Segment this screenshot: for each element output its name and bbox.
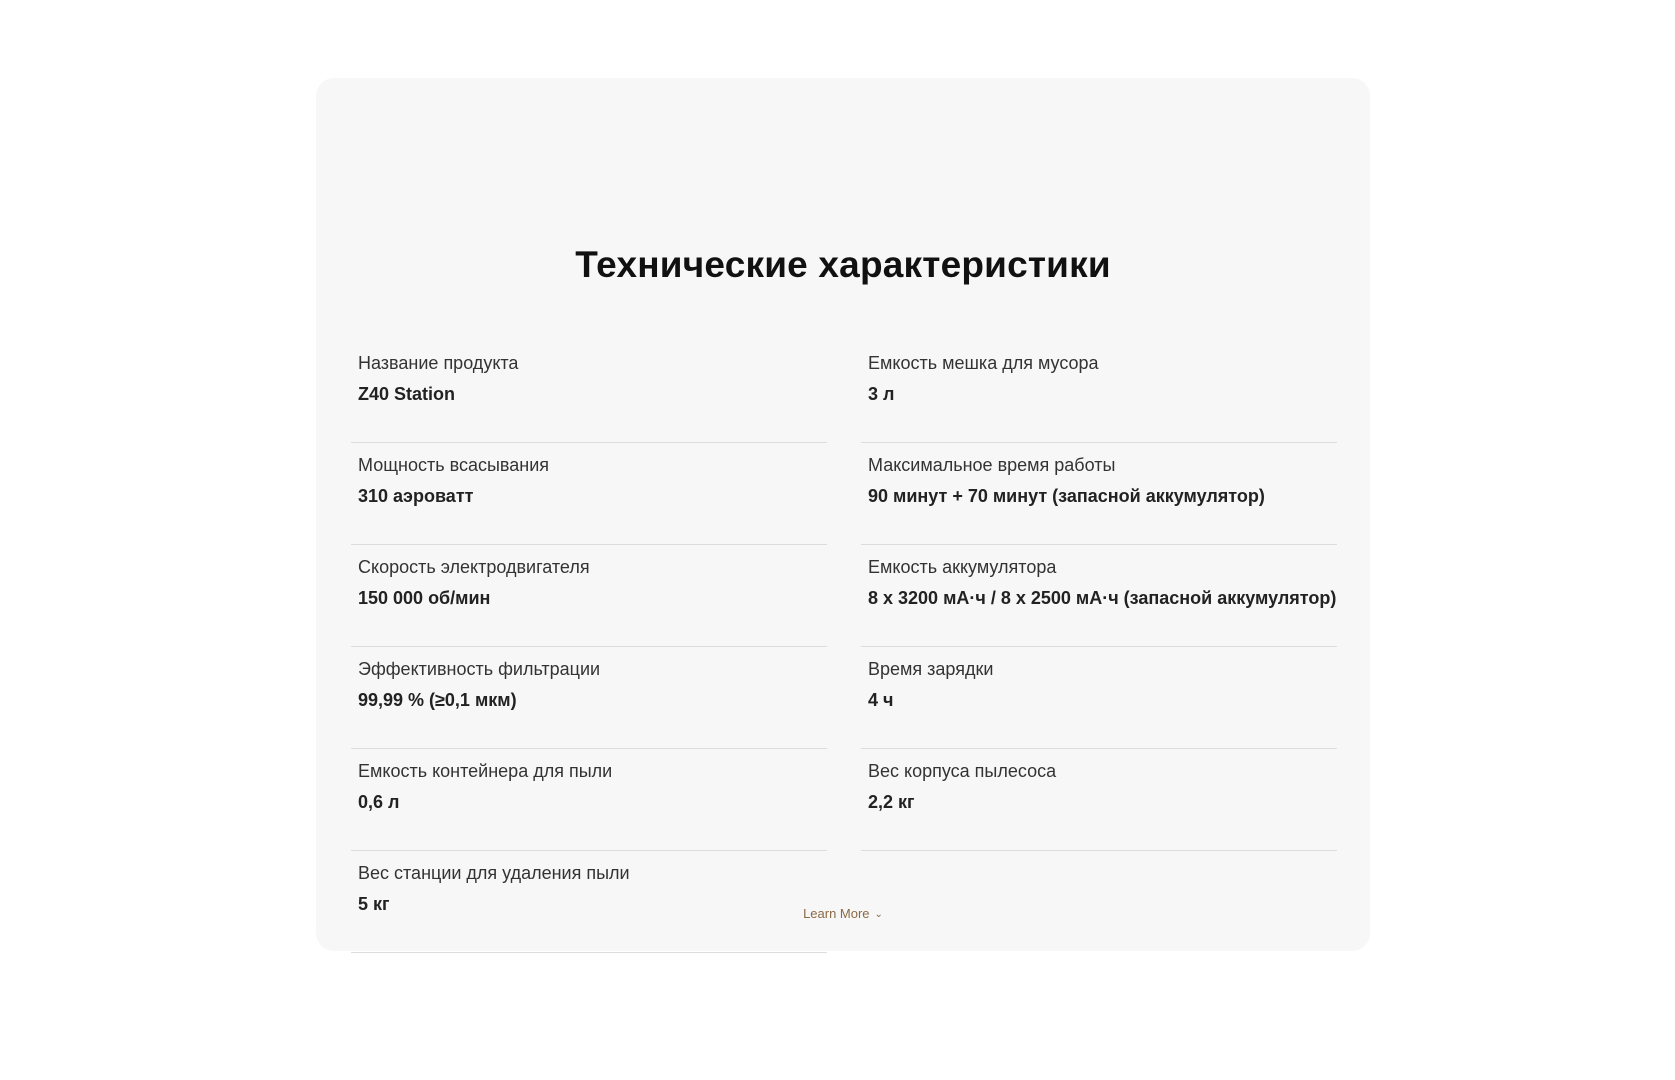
spec-row: [351, 749, 827, 851]
learn-more-button[interactable]: [316, 906, 1370, 921]
spec-row: [861, 545, 1337, 647]
specs-column-right: [861, 341, 1337, 851]
spec-value: Z40 Station: [358, 384, 456, 404]
spec-label: Емкость аккумулятора: [868, 557, 1057, 577]
spec-label: Эффективность фильтрации: [358, 659, 601, 679]
spec-row: [861, 341, 1337, 443]
spec-label: Мощность всасывания: [358, 455, 550, 475]
spec-row: [861, 749, 1337, 851]
spec-label: Максимальное время работы: [868, 455, 1116, 475]
spec-row: [351, 851, 827, 953]
spec-value: 3 л: [868, 384, 895, 404]
spec-value: 8 x 3200 мА·ч / 8 x 2500 мА·ч (запасной аккумулятор): [868, 588, 1337, 608]
spec-label: Скорость электродвигателя: [358, 557, 590, 577]
page-title: Технические характеристики: [575, 244, 1111, 285]
specs-card: [316, 78, 1370, 951]
spec-value: 150 000 об/мин: [358, 588, 491, 608]
spec-value: 90 минут + 70 минут (запасной аккумулятор): [868, 486, 1265, 506]
specs-column-left: [351, 341, 827, 953]
spec-label: Название продукта: [358, 353, 519, 373]
spec-row: [861, 647, 1337, 749]
spec-row: [861, 443, 1337, 545]
spec-row: [351, 545, 827, 647]
spec-label: Емкость контейнера для пыли: [358, 761, 613, 781]
spec-value: 4 ч: [868, 690, 894, 710]
spec-value: 310 аэроватт: [358, 486, 474, 506]
chevron-down-icon: ⌄: [874, 909, 883, 920]
learn-more-label: Learn More: [803, 906, 870, 921]
spec-label: Емкость мешка для мусора: [868, 353, 1099, 373]
spec-label: Вес корпуса пылесоса: [868, 761, 1057, 781]
spec-row: [351, 647, 827, 749]
spec-value: 99,99 % (≥0,1 мкм): [358, 690, 517, 710]
spec-value: 2,2 кг: [868, 792, 915, 812]
spec-row: [351, 341, 827, 443]
spec-row: [351, 443, 827, 545]
spec-value: 5 кг: [358, 894, 390, 914]
spec-label: Вес станции для удаления пыли: [358, 863, 630, 883]
spec-label: Время зарядки: [868, 659, 994, 679]
spec-value: 0,6 л: [358, 792, 400, 812]
